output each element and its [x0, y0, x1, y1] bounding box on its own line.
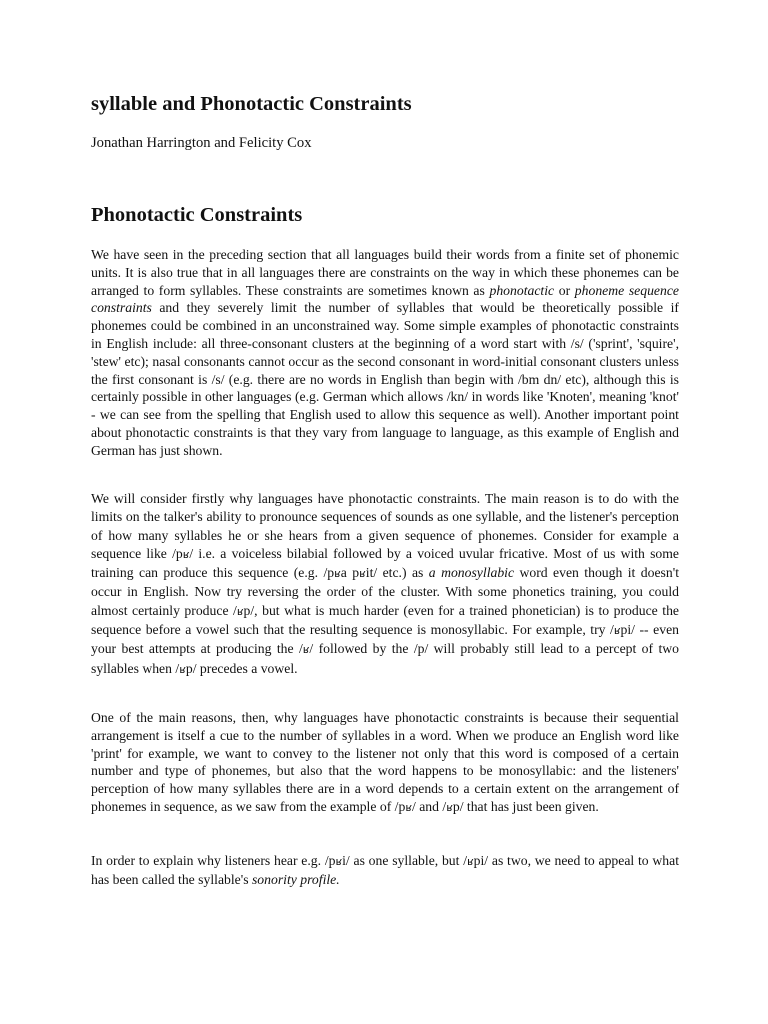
text-run: / i.e. a voiceless bilabial followed by a voiced uvular fricative. Most of us with some training can produce this sequence (e.g. /p: [91, 545, 679, 581]
text-run: pi/ -- even your best attempts at producing the /: [91, 622, 680, 657]
emphasis: phoneme sequence constraints: [91, 282, 679, 316]
text-run: i/ as one syllable, but /: [342, 853, 468, 868]
ipa-symbol: ʁ: [236, 604, 244, 618]
emphasis: sonority profile.: [251, 871, 340, 887]
ipa-symbol: ʁ: [405, 800, 412, 814]
paragraph-2: [91, 490, 679, 679]
text-run: or: [554, 282, 575, 298]
ipa-symbol: ʁ: [302, 643, 310, 657]
text-run: pi/ as two, we need to appeal to what has been called the syllable's: [91, 853, 679, 887]
ipa-symbol: ʁ: [467, 855, 474, 868]
text-run: We have seen in the preceding section that all languages build their words from a finite set of phonemic units. It is also true that in all languages there are constraints on the way in which these phonemes can be arranged to form syllables. These constraints are sometimes known as: [91, 247, 679, 298]
emphasis: phonotactic: [489, 282, 555, 298]
author-line: Jonathan Harrington and Felicity Cox: [91, 135, 312, 151]
emphasis: a monosyllabic: [428, 565, 515, 581]
ipa-symbol: ʁ: [359, 567, 366, 581]
text-run: a p: [340, 565, 360, 581]
text-run: word even though it doesn't occur in English. Now try reversing the order of the cluster. With some phonetics training, you could almost certainly produce /: [91, 565, 679, 618]
text-run: / and /: [411, 798, 447, 814]
ipa-symbol: ʁ: [334, 567, 341, 581]
text-run: One of the main reasons, then, why languages have phonotactic constraints is because their sequential arrangement is itself a cue to the number of syllables in a word. When we produce an English word like 'print' for example, we want to convey to the listener not only that this word is composed of a certain number and type of phonemes, but also that the word happens to be monosyllabic: and the listeners' perception of how many syllables there are in a word depends to a certain extent on the arrangement of phonemes in sequence, as we saw from the example of /p: [91, 710, 679, 814]
ipa-symbol: ʁ: [179, 662, 186, 676]
document-title: syllable and Phonotactic Constraints: [91, 93, 412, 115]
text-run: We will consider firstly why languages have phonotactic constraints. The main reason is to do with the limits on the talker's ability to pronounce sequences of sounds as one syllable, and the listener's perception of how many syllables he or she hears from a given sequence of phonemes. Consider for example a sequence like /p: [91, 491, 679, 561]
section-heading: Phonotactic Constraints: [91, 204, 303, 226]
paragraph-4: [91, 852, 679, 889]
text-run: p/, but what is much harder (even for a trained phonetician) is to produce the sequence before a vowel such that the resulting sequence is monosyllabic. For example, try /: [91, 602, 679, 638]
text-run: In order to explain why listeners hear e.g. /p: [91, 853, 336, 868]
paragraph-1: [91, 246, 679, 460]
ipa-symbol: ʁ: [446, 800, 453, 814]
text-run: and they severely limit the number of syllables that would be theoretically possible if phonemes could be combined in an unconstrained way. Some simple examples of phonotactic constraints in English include: all three-consonant clusters at the beginning of a word start with /s/ ('sprint', 'squire', 'stew' etc); nasal consonants cannot occur as the second consonant in word-initial consonant clusters unless the first consonant is /s/ (e.g. there are no words in English than begin with /bm dn/ etc), although this is certainly possible in other languages (e.g. German which allows /kn/ in words like 'Knoten', meaning 'knot' - we can see from the spelling that English used to allow this sequence as well). Another important point about phonotactic constraints is that they vary from language to language, as this example of English and German has just shown.: [91, 300, 679, 458]
text-run: p/ precedes a vowel.: [185, 660, 298, 676]
ipa-symbol: ʁ: [613, 624, 621, 638]
text-run: p/ that has just been given.: [452, 798, 599, 814]
ipa-symbol: ʁ: [335, 855, 343, 868]
paragraph-3: [91, 709, 679, 817]
text-run: / followed by the /p/ will probably still lead to a percept of two syllables when /: [91, 641, 680, 676]
text-run: it/ etc.) as: [365, 565, 429, 581]
ipa-symbol: ʁ: [182, 547, 190, 561]
